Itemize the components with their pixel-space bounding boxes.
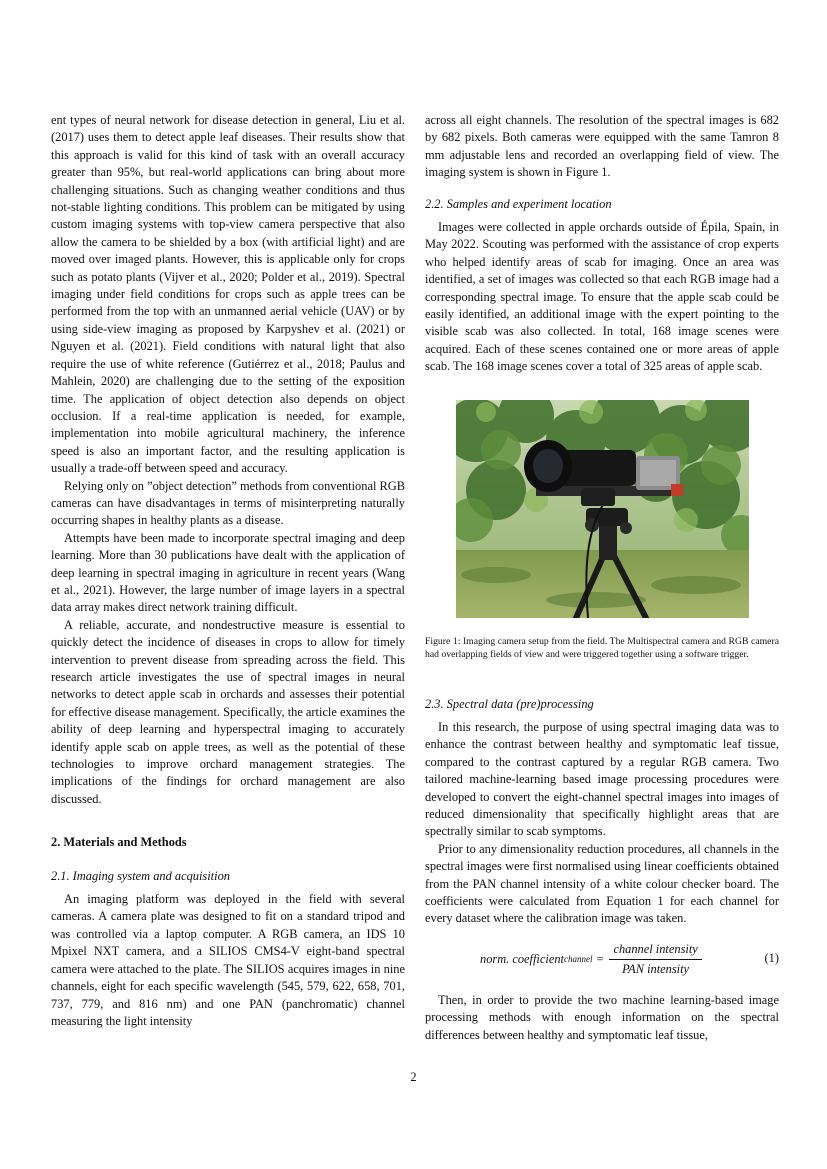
subsection-heading: 2.1. Imaging system and acquisition	[51, 868, 230, 883]
equation-body	[480, 942, 702, 977]
body-paragraph: An imaging platform was deployed in the field with several cameras. A camera plate was designed to fit on a standard tripod and was controlled via a laptop computer. A RGB camera, an IDS 10 Mpixel NXT camera, and a SILIOS CMS4-V eight-band spectral camera were attached to the plate. The SILIOS acquires images in nine channels, eight for each specific wavelength (545, 579, 622, 658, 701, 737, 779, and 816 nm) and one PAN (panchromatic) channel measuring the light intensity	[51, 892, 405, 1028]
section-heading: 2. Materials and Methods	[51, 835, 187, 850]
camera-setup-photo	[456, 400, 749, 618]
equation-number: (1)	[764, 950, 779, 965]
page-number: 2	[410, 1070, 417, 1084]
subsection-heading: 2.2. Samples and experiment location	[425, 196, 612, 211]
equation-numerator: channel intensity	[609, 942, 701, 960]
equation-fraction	[609, 942, 701, 977]
equation-denominator: PAN intensity	[622, 961, 690, 976]
subsection-heading: 2.3. Spectral data (pre)processing	[425, 696, 594, 711]
body-paragraph: Prior to any dimensionality reduction procedures, all channels in the spectral images were first normalised using linear coefficients obtained from the PAN channel intensity of a white colour checker board. The coefficients were calculated from Equation 1 for each channel for every dataset where the calibration image was taken.	[425, 841, 779, 926]
figure-caption: Figure 1: Imaging camera setup from the field. The Multispectral camera and RGB camera had overlapping fields of view and were triggered together using a software trigger.	[425, 635, 779, 661]
body-paragraph: Then, in order to provide the two machine learning-based image processing methods with enough information on the spectral differences between healthy and symptomatic leaf tissue,	[425, 992, 779, 1042]
body-paragraph: Attempts have been made to incorporate spectral imaging and deep learning. More than 30 publications have dealt with the application of deep learning in spectral imaging in agriculture in recent years (Wang et al., 2021). However, the large number of image layers in a spectral data array makes direct network training difficult.	[51, 530, 405, 615]
body-paragraph: across all eight channels. The resolution of the spectral images is 682 by 682 pixels. Both cameras were equipped with the same Tamron 8 mm adjustable lens and recorded an overlapping field of view. The imaging system is shown in Figure 1.	[425, 113, 779, 180]
figure-1	[425, 400, 779, 662]
right-column	[425, 112, 779, 1044]
equation-lhs-subscript: channel	[563, 954, 593, 965]
equation-lhs: norm. coefficient	[480, 951, 564, 966]
body-paragraph: In this research, the purpose of using spectral imaging data was to enhance the contrast between healthy and symptomatic leaf tissue, compared to the contrast captured by a regular RGB camera. Two tailored machine-learning based image processing procedures were developed to convert the eight-channel spectral images into images of reduced dimensionality that specifically highlight areas that are spectrally similar to scab symptoms.	[425, 719, 779, 839]
body-paragraph: ent types of neural network for disease detection in general, Liu et al. (2017) uses them to detect apple leaf diseases. Their results show that this approach is valid for this kind of task with an overall accuracy greater than 95%, but real-world applications can bring about more challenging situations. Such as changing weather conditions and thus not-stable lighting conditions. This problem can be mitigated by using custom imaging systems with top-view camera perspective that also allow the camera to be shielded by a box (with artificial light) and are moved over imaged plants. However, this is applicable only for crops such as potato plants (Vijver et al., 2020; Polder et al., 2019). Spectral imaging under field conditions for crops such as apple trees can be performed from the top with an unmanned aerial vehicle (UAV) or by using side-view imaging as proposed by Karpyshev et al. (2021) or Nguyen et al. (2021). Field conditions with natural light that also require the use of white reference (Gutiérrez et al., 2018; Paulus and Mahlein, 2020) are challenging due to the setting of the exposition time. The application of object detection also depends on object occlusion. If a real-time application is needed, for example, implementation into mobile agricultural machinery, the inference speed is also an important factor, and the resulting application is usually a trade-off between speed and accuracy.	[51, 113, 405, 476]
equation-1	[425, 940, 779, 980]
body-paragraph: Images were collected in apple orchards outside of Épila, Spain, in May 2022. Scouting was performed with the assistance of crop experts who helped identify areas of scab for imaging. Once an area was identified, a set of images was collected so that each RGB image had a corresponding spectral image. To ensure that the apple scab could be easily identified, an additional image with the expert pointing to the visible scab was also collected. In total, 168 image scenes were acquired. Each of these scenes contained one or more areas of apple scab. The 168 image scenes cover a total of 325 areas of apple scab.	[425, 220, 779, 374]
equation-equals: =	[596, 951, 604, 966]
left-column	[51, 112, 405, 1030]
body-paragraph: Relying only on ”object detection” methods from conventional RGB cameras can have disadvantages in terms of misinterpreting naturally occurring shapes in healthy plants as a disease.	[51, 478, 405, 528]
body-paragraph: A reliable, accurate, and nondestructive measure is essential to quickly detect the incidence of diseases in crops to allow for timely intervention to prevent disease from spreading across the field. This research article investigates the use of spectral images in neural networks to detect apple scab in orchards and assesses their potential for effective disease management. Specifically, the article examines the ability of deep learning and hyperspectral imaging to accurately identify apple scab on apple trees, as well as the potential of these technologies to improve orchard management strategies. The implications of the findings for orchard management are also discussed.	[51, 617, 406, 806]
